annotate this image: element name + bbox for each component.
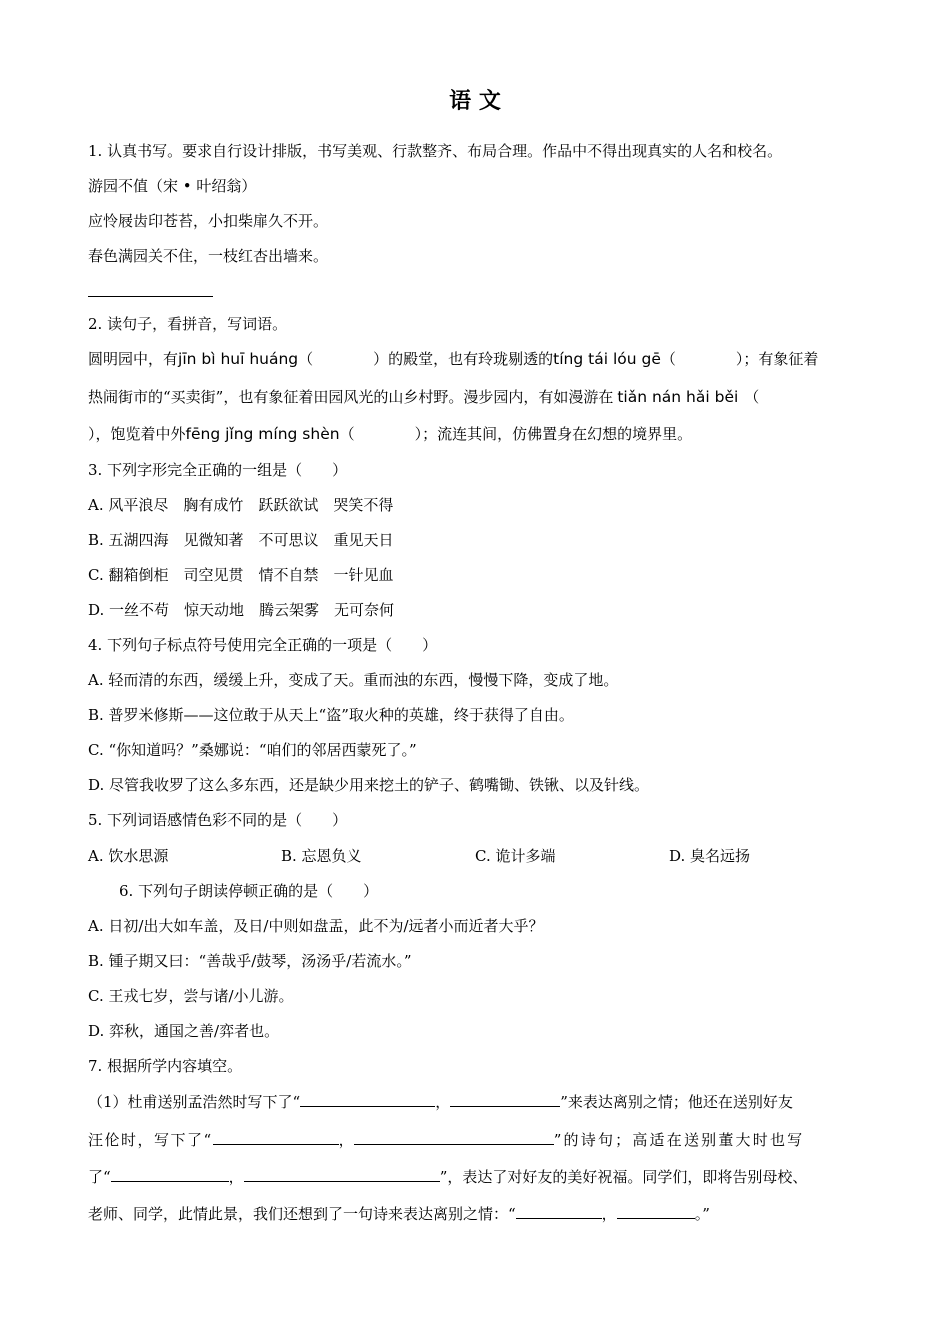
q7-blank-8[interactable] <box>617 1204 695 1219</box>
pinyin-1: jīn bì huī huáng <box>178 350 299 368</box>
q1-poem-line-1: 应怜屐齿印苍苔，小扣柴扉久不开。 <box>88 212 329 230</box>
q7-line-4 <box>88 1204 710 1224</box>
pinyin-4: fēng jǐng míng shèn <box>185 425 340 443</box>
q2-blank-3[interactable]: （ <box>744 388 760 406</box>
pinyin-2: tíng tái lóu gē <box>553 350 661 368</box>
q2-text: 热闹街市的“买卖街”，也有象征着田园风光的山乡村野。漫步园内，有如漫游在 <box>88 388 614 406</box>
q7-line-2 <box>88 1130 804 1150</box>
q7-line-1 <box>88 1092 793 1112</box>
q5-option-b[interactable]: B. 忘恩负义 <box>281 847 362 865</box>
q2-blank-4[interactable]: （ ）；流连其间，仿佛置身在幻想的境界里。 <box>339 425 693 443</box>
q1-poem-title: 游园不值（宋 • 叶绍翁） <box>88 177 257 195</box>
q1-poem-line-2: 春色满园关不住，一枝红杏出墙来。 <box>88 247 329 265</box>
q3-option-a[interactable]: A. 风平浪尽 胸有成竹 跃跃欲试 哭笑不得 <box>88 496 394 514</box>
q7-text: ， <box>601 1205 617 1223</box>
q7-text: ， <box>435 1093 451 1111</box>
q7-blank-4[interactable] <box>354 1130 554 1145</box>
q4-option-b[interactable]: B. 普罗米修斯——这位敢于从天上“盗”取火种的英雄，终于获得了自由。 <box>88 706 574 724</box>
q6-option-c[interactable]: C. 王戎七岁，尝与诸/小儿游。 <box>88 987 294 1005</box>
q6-option-a[interactable]: A. 日初/出大如车盖，及日/中则如盘盂，此不为/远者小而近者大乎？ <box>88 917 544 935</box>
q4-option-c[interactable]: C. “你知道吗？”桑娜说：“咱们的邻居西蒙死了。” <box>88 741 417 759</box>
q4-option-d[interactable]: D. 尽管我收罗了这么多东西，还是缺少用来挖土的铲子、鹤嘴锄、铁锹、以及针线。 <box>88 776 650 794</box>
q6-option-b[interactable]: B. 锺子期又曰：“善哉乎/鼓琴，汤汤乎/若流水。” <box>88 952 412 970</box>
q2-text: ），饱览着中外 <box>88 425 186 443</box>
q3-option-c[interactable]: C. 翻箱倒柜 司空见贯 情不自禁 一针见血 <box>88 566 394 584</box>
q4-prompt: 4. 下列句子标点符号使用完全正确的一项是（ ） <box>88 636 438 654</box>
q3-option-b[interactable]: B. 五湖四海 见微知著 不可思议 重见天日 <box>88 531 394 549</box>
q4-option-a[interactable]: A. 轻而清的东西，缓缓上升，变成了天。重而浊的东西，慢慢下降，变成了地。 <box>88 671 619 689</box>
q7-text: ， <box>338 1131 354 1149</box>
q7-blank-2[interactable] <box>450 1092 560 1107</box>
q2-line-2 <box>88 387 759 407</box>
q2-prompt: 2. 读句子，看拼音，写词语。 <box>88 315 288 333</box>
q7-text: ， <box>228 1168 244 1186</box>
q7-blank-7[interactable] <box>516 1204 602 1219</box>
q5-option-d[interactable]: D. 臭名远扬 <box>669 847 751 865</box>
q7-text: 。” <box>694 1205 710 1223</box>
q6-prompt: 6. 下列句子朗读停顿正确的是（ ） <box>119 882 379 900</box>
q7-line-3 <box>88 1167 807 1187</box>
q7-blank-6[interactable] <box>244 1167 440 1182</box>
q2-blank-1[interactable]: （ ）的殿堂，也有玲珑剔透的 <box>298 350 554 368</box>
q7-text: 了“ <box>88 1168 111 1186</box>
pinyin-3: tiǎn nán hǎi běi <box>617 388 739 406</box>
q5-option-a[interactable]: A. 饮水思源 <box>88 847 169 865</box>
q7-blank-5[interactable] <box>111 1167 229 1182</box>
q6-option-d[interactable]: D. 弈秋，通国之善/弈者也。 <box>88 1022 280 1040</box>
q7-text: 汪伦时，写下了“ <box>88 1131 213 1149</box>
q7-text: ”的诗句；高适在送别董大时也写 <box>553 1131 805 1149</box>
q7-text: ”，表达了对好友的美好祝福。同学们，即将告别母校、 <box>439 1168 808 1186</box>
q5-option-c[interactable]: C. 诡计多端 <box>475 847 556 865</box>
q7-text: （1）杜甫送别孟浩然时写下了“ <box>88 1093 301 1111</box>
q2-line-3 <box>88 424 692 444</box>
q2-text: 圆明园中，有 <box>88 350 179 368</box>
q1-prompt: 1. 认真书写。要求自行设计排版，书写美观、行款整齐、布局合理。作品中不得出现真实的人名和校名。 <box>88 142 783 160</box>
q3-prompt: 3. 下列字形完全正确的一组是（ ） <box>88 461 348 479</box>
q2-blank-2[interactable]: （ ）；有象征着 <box>660 350 819 368</box>
q7-text: 老师、同学，此情此景，我们还想到了一句诗来表达离别之情：“ <box>88 1205 516 1223</box>
q1-writing-blank[interactable] <box>88 296 213 297</box>
q3-option-d[interactable]: D. 一丝不苟 惊天动地 腾云架雾 无可奈何 <box>88 601 395 619</box>
q5-prompt: 5. 下列词语感情色彩不同的是（ ） <box>88 811 348 829</box>
q7-blank-3[interactable] <box>213 1130 339 1145</box>
page-title: 语 文 <box>449 89 501 114</box>
q7-text: ”来表达离别之情；他还在送别好友 <box>560 1093 793 1111</box>
q7-prompt: 7. 根据所学内容填空。 <box>88 1057 243 1075</box>
q7-blank-1[interactable] <box>300 1092 435 1107</box>
q2-line-1 <box>88 349 818 369</box>
